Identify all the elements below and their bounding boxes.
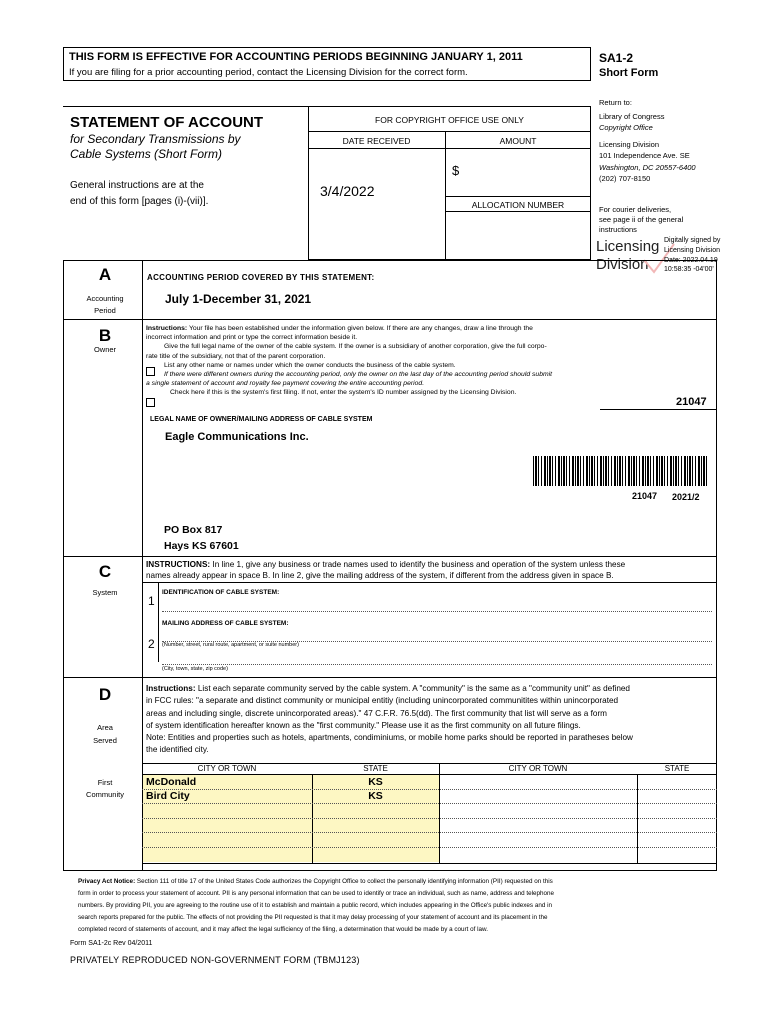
general-instructions-2: end of this form [pages (i)-(vii)]. (70, 196, 209, 207)
title-sub-2: Cable Systems (Short Form) (70, 147, 223, 161)
space-d-instr-2: in FCC rules: "a separate and distinct community or municipal entitiy (including unincorporated communitites within unincorporated (146, 696, 619, 706)
space-d-letter: D (98, 685, 112, 704)
first-community-label-2: Community (86, 790, 124, 799)
courier-line-1: For courier deliveries, (599, 205, 672, 214)
space-a-label-2: Period (94, 306, 116, 315)
barcode-id: 21047 (632, 491, 658, 501)
return-to-line-1: Library of Congress (599, 112, 665, 121)
space-b-instr-1: Instructions: Your file has been established under the information given below. If there are any changes, draw a line through the (146, 325, 533, 332)
space-a-letter: A (98, 265, 112, 284)
privacy-line-4: search reports prepared for the public. The effects of not providing the PII requested is that it may delay processing of your statement of account and its placement in the (78, 914, 548, 921)
space-d-instr-4: of system identification hereafter known as the "first community." Please use it as the first community on all future filings. (146, 720, 581, 730)
space-b-instr-6: If there were different owners during the accounting period, only the owner on the last day of the accounting period should submit (164, 371, 553, 379)
courier-line-3: instructions (599, 225, 637, 234)
space-c-instructions (146, 559, 712, 581)
space-b-label: Owner (93, 345, 117, 354)
owner-address-1[interactable]: PO Box 817 (164, 524, 223, 536)
space-d-instr-5: Note: Entities and properties such as hotels, apartments, condiminiums, or mobile home parks should be reported in paratheses below (146, 733, 633, 743)
form-revision: Form SA1-2c Rev 04/2011 (70, 940, 153, 947)
return-to-line-6: (202) 707-8150 (599, 174, 651, 183)
space-b-instr-4: rate title of the subsidiary, not that of the parent corporation. (146, 352, 326, 360)
mailing-address-label: MAILING ADDRESS OF CABLE SYSTEM: (162, 620, 289, 627)
accounting-period-value[interactable]: July 1-December 31, 2021 (165, 292, 312, 306)
city-hint: (City, town, state, zip code) (162, 666, 228, 672)
page-title: STATEMENT OF ACCOUNT (70, 114, 264, 131)
return-to-line-5: Washington, DC 20557-6400 (599, 163, 696, 172)
space-d-label-2: Served (93, 736, 117, 745)
privacy-line-5: completed record of statements of account, and it may affect the legal sufficiency of the filing, a determination that would be made by a court of law. (78, 926, 488, 933)
allocation-number-label: ALLOCATION NUMBER (471, 200, 565, 210)
privacy-line-1: Privacy Act Notice: Section 111 of title 17 of the United States Code authorizes the Copyright Office to collect the personally identifying information (PII) requested on this (78, 878, 553, 885)
space-c-label: System (92, 588, 118, 597)
col-city-left: CITY OR TOWN (197, 764, 257, 773)
prior-period-note: If you are filing for a prior accounting period, contact the Licensing Division for the correct form. (69, 67, 468, 78)
signature-date-3: Date: 2022.04.19 (664, 257, 718, 264)
street-hint: (Number, street, rural route, apartment, or suite number) (162, 642, 299, 648)
signature-date-4: 10:58:35 -04'00' (664, 266, 714, 273)
community-city-2[interactable]: Bird City (146, 790, 190, 802)
col-state-right: STATE (664, 764, 690, 773)
signature-name-1: Licensing (596, 238, 660, 255)
form-name: Short Form (599, 67, 659, 79)
space-b-instr-3: Give the full legal name of the owner of the cable system. If the owner is a subsidiary of another corporation, give the full corpo- (164, 343, 547, 351)
signature-name-2: Division (596, 256, 649, 273)
space-d-label-1: Area (97, 723, 113, 732)
space-d-instr-3: areas and including single, discrete unincorporated areas)." 47 C.F.R. 76.5(dd). The first community that list will serve as a form (146, 708, 608, 718)
effective-notice: THIS FORM IS EFFECTIVE FOR ACCOUNTING PERIODS BEGINNING JANUARY 1, 2011 (69, 51, 523, 63)
legal-name-label: LEGAL NAME OF OWNER/MAILING ADDRESS OF CABLE SYSTEM (150, 416, 373, 423)
amount-label: AMOUNT (499, 136, 537, 146)
courier-line-2: see page ii of the general (599, 215, 684, 224)
date-received-label: DATE RECEIVED (342, 136, 411, 146)
space-d-instr-6: the identified city. (146, 745, 209, 755)
title-sub-1: for Secondary Transmissions by (70, 132, 241, 146)
first-community-label-1: First (97, 778, 113, 787)
city-line[interactable] (162, 664, 712, 665)
space-d-instructions (146, 683, 712, 757)
other-names-checkbox[interactable] (146, 367, 155, 376)
line-2-number: 2 (148, 637, 155, 651)
identification-label: IDENTIFICATION OF CABLE SYSTEM: (162, 589, 280, 596)
barcode-period: 2021/2 (672, 492, 700, 502)
reproduced-notice: PRIVATELY REPRODUCED NON-GOVERNMENT FORM (TBMJ123) (70, 955, 360, 965)
space-b-instr-2: incorrect information and print or type the correct information beside it. (146, 334, 358, 342)
owner-address-2[interactable]: Hays KS 67601 (164, 540, 239, 552)
return-to-line-4: 101 Independence Ave. SE (599, 151, 690, 160)
system-id-value[interactable]: 21047 (676, 396, 707, 408)
title-top-rule (63, 106, 308, 107)
identification-line[interactable] (162, 611, 712, 612)
space-c-instr-1: INSTRUCTIONS: In line 1, give any business or trade names used to identify the business and operation of the system unless these (146, 560, 626, 569)
signature-date-1: Digitally signed by (664, 237, 721, 244)
space-c-instr-2: names already appear in space B. In line 2, give the mailing address of the system, if different from the address given in space B. (146, 571, 614, 580)
owner-name-value[interactable]: Eagle Communications Inc. (165, 431, 309, 443)
privacy-line-3: numbers. By providing PII, you are agreeing to the routine use of it to establish and maintain a public record, which includes appearing in the Office's public indexes and in (78, 902, 552, 909)
form-code: SA1-2 (599, 51, 634, 65)
return-to-label: Return to: (599, 98, 632, 107)
community-city-1[interactable]: McDonald (146, 776, 197, 788)
amount-dollar: $ (452, 163, 460, 178)
barcode (533, 456, 709, 486)
col-state-left: STATE (363, 764, 388, 773)
space-b-instructions (146, 324, 706, 398)
first-filing-checkbox[interactable] (146, 398, 155, 407)
privacy-line-2: form in order to process your statement of account. PII is any personal information that can be used to identify or trace an individual, such as name, address and telephone (78, 890, 555, 897)
space-b-instr-7: a single statement of account and royalty fee payment covering the entire accounting period. (146, 380, 425, 388)
space-d-instr-1: Instructions: List each separate community served by the cable system. A "community" is the same as a "community unit" as defined (146, 684, 630, 693)
office-use-heading: FOR COPYRIGHT OFFICE USE ONLY (375, 115, 524, 125)
space-b-instr-5: List any other name or names under which the owner conducts the business of the cable system. (164, 361, 456, 369)
community-state-2[interactable]: KS (368, 790, 383, 802)
community-state-1[interactable]: KS (368, 776, 383, 788)
general-instructions-1: General instructions are at the (70, 180, 204, 191)
signature-date-2: Licensing Division (664, 247, 721, 254)
space-c-letter: C (98, 562, 112, 581)
date-received-value[interactable]: 3/4/2022 (320, 183, 375, 199)
privacy-notice (78, 876, 708, 936)
return-to-line-2: Copyright Office (599, 123, 653, 132)
space-a-label-1: Accounting (86, 294, 124, 303)
line-1-number: 1 (148, 594, 155, 608)
col-city-right: CITY OR TOWN (508, 764, 568, 773)
space-b-letter: B (98, 326, 112, 345)
space-b-instr-8: Check here if this is the system's first filing. If not, enter the system's ID number assigned by the Licensing Division. (170, 389, 517, 397)
return-to-line-3: Licensing Division (599, 140, 660, 149)
accounting-period-heading: ACCOUNTING PERIOD COVERED BY THIS STATEMENT: (147, 273, 375, 282)
